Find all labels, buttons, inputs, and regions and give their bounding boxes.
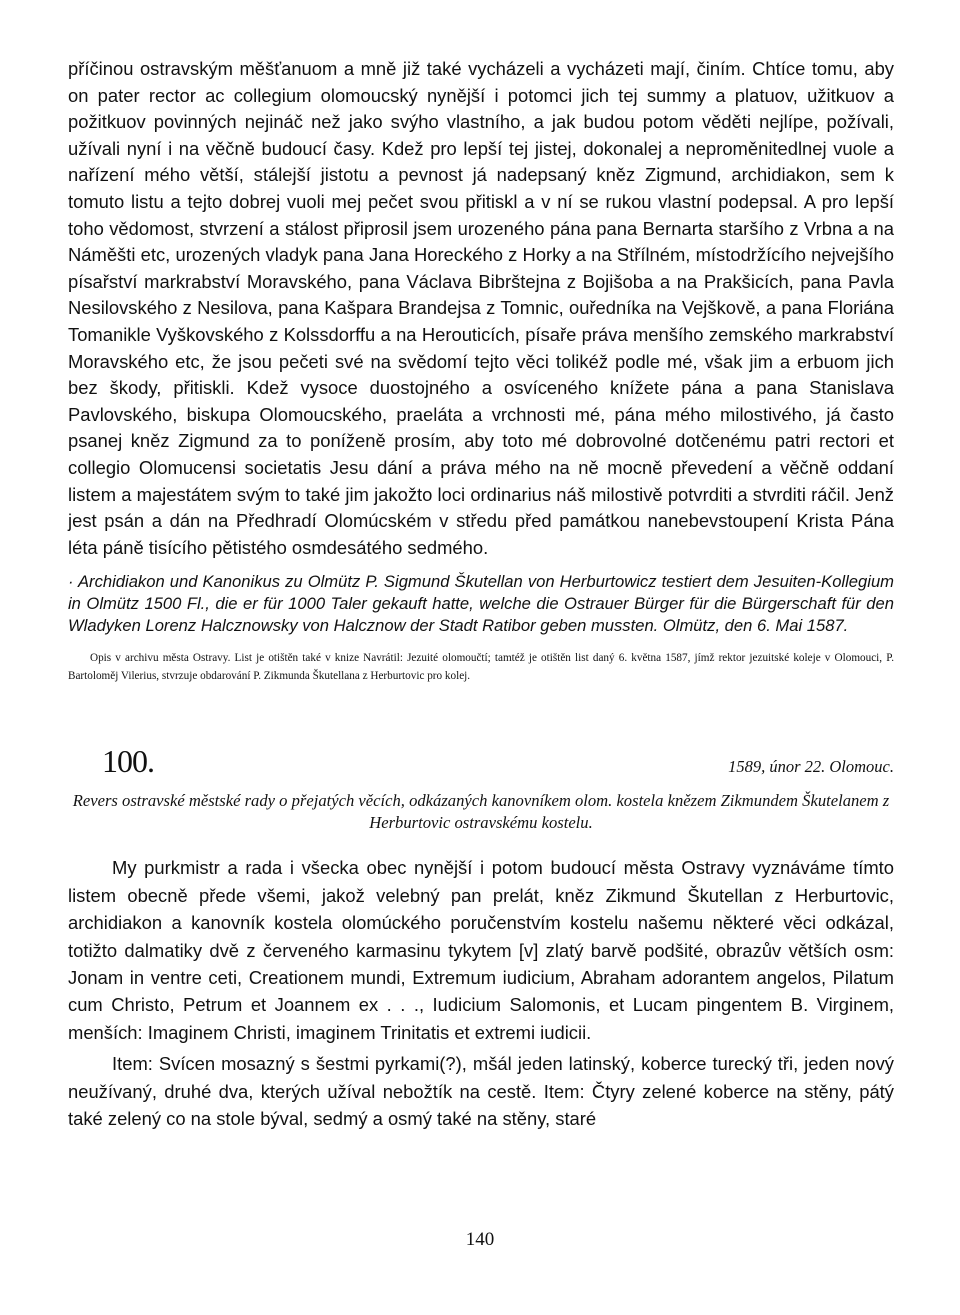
- document-paragraph-2: Item: Svícen mosazný s šestmi pyrkami(?), mšál jeden latinský, koberce turecký tři, jeden nový neužívaný, druhé dva, kterých užíval nebožtík na cestě. Item: Čtyry zelené koberce na stěny, pátý také zelený co na stole býval, sedmý a osmý také na stěny, staré: [68, 1053, 894, 1129]
- book-page: [68, 56, 894, 1132]
- document-regest: Revers ostravské městské rady o přejatých věcích, odkázaných kanovníkem olom. kostela knězem Zikmundem Škutelanem z Herburtovic ostravskému kostelu.: [72, 791, 890, 833]
- document-paragraph-1: My purkmistr a rada i všecka obec nynější i potom budoucí města Ostravy vyznáváme tímto listem obecně přede všemi, jakož velebný pan prelát, kněz Zikmund Škutellan z Herburtovic, archidiakon a kanovník kostela olomúckého poručenstvím kostelu našemu některé věci odkázal, totižto dalmatiky dvě z červeného karmasinu tykytem [v] zlatý barvě podšité, obrazův větších osm: Jonam in ventre ceti, Creationem mundi, Extremum iudicium, Abraham adorantem angelos, Pilatum cum Christo, Petrum et Joannem ex . . ., Iudicium Salomonis, et Lucam pingentem B. Virginem, menších: Imaginem Christi, imaginem Trinitatis et extremi iudicii.: [68, 857, 894, 1043]
- document-number: 100.: [102, 743, 154, 780]
- archive-note: Opis v archivu města Ostravy. List je otištěn také v knize Navrátil: Jezuité olomoučtí; tamtéž je otištěn list daný 6. května 1587, jímž rektor jezuitské koleje v Olomouci, P. Bartoloměj Vilerius, stvrzuje obdarování P. Zikmunda Škutellana z Herburtovic pro kolej.: [68, 652, 894, 683]
- document-header: [68, 743, 894, 780]
- document-date-place: 1589, únor 22. Olomouc.: [728, 757, 894, 777]
- continuation-paragraph: příčinou ostravským měšťanuom a mně již také vycházeli a vycházeti mají, činím. Chtíce tomu, aby on pater rector ac collegium olomoucský nynější i potomci jich tej summy a platuov, užitkuov a požitkuov povinných nejináč než jako svýho vlastního, a jak budou potom věděti nejlípe, požívali, užívali nyní i na věčně budoucí časy. Kdež pro lepší tej jistej, dokonalej a neproměnitedlnej vuole a nařízení mého větší, stálejší jistotu a pevnost já nadepsaný kněz Zigmund, archidiakon, sem k tomuto listu a tejto dobrej vuoli mej pečet svou přitiskl a v ní se rukou vlastní podepsal. A pro lepší toho vědomost, stvrzení a stálost připrosil jsem urozeného pána pana Bernarta staršího z Vrbna a na Náměšti etc, urozených vladyk pana Jana Horeckého z Horky a na Střílném, místodržícího nejvejšího písařství markrabství Moravského, pana Václava Bibrštejna z Bojišoba a na Prakšicích, pana Pavla Nesilovského z Nesilova, pana Kašpara Brandejsa z Tomnic, ouředníka na Vejškově, a pana Floriána Tomanikle Vyškovského z Kolssdorffu a na Herouticích, písaře práva menšího zemského markrabství Moravského etc, že jsou pečeti své na svědomí tejto věci tolikéž podle mé, však jim a erbuom jich bez škody, přitiskli. Kdež vysoce duostojného a osvíceného knížete pána a pana Stanislava Pavlovského, biskupa Olomoucského, praeláta a vrchnosti mé, pána mého milostivého, já často psanej kněz Zigmund za to poníženě prosím, aby toto mé dobrovolné dotčenému patri rectori et collegio Olomucensi societatis Jesu dání a práva mého na ně mocně převedení a věčně oddaní listem a majestátem svým to také jim jakožto loci ordinarius náš milostivě potvrditi a stvrditi ráčil. Jenž jest psán a dán na Předhradí Olomúcském v středu před památkou nanebevstoupení Krista Pána léta páně tisícího pětistého osmdesátého sedmého.: [68, 58, 894, 558]
- german-regest: · Archidiakon und Kanonikus zu Olmütz P. Sigmund Škutellan von Herburtowicz testiert dem Jesuiten-Kollegium in Olmütz 1500 Fl., die er für 1000 Taler gekauft hatte, welche die Ostrauer Bürger für die Bürgerschaft für den Wladyken Lorenz Halcznowsky von Halcznow der Stadt Ratibor geben mussten. Olmütz, den 6. Mai 1587.: [68, 572, 894, 636]
- page-number: 140: [465, 1229, 495, 1250]
